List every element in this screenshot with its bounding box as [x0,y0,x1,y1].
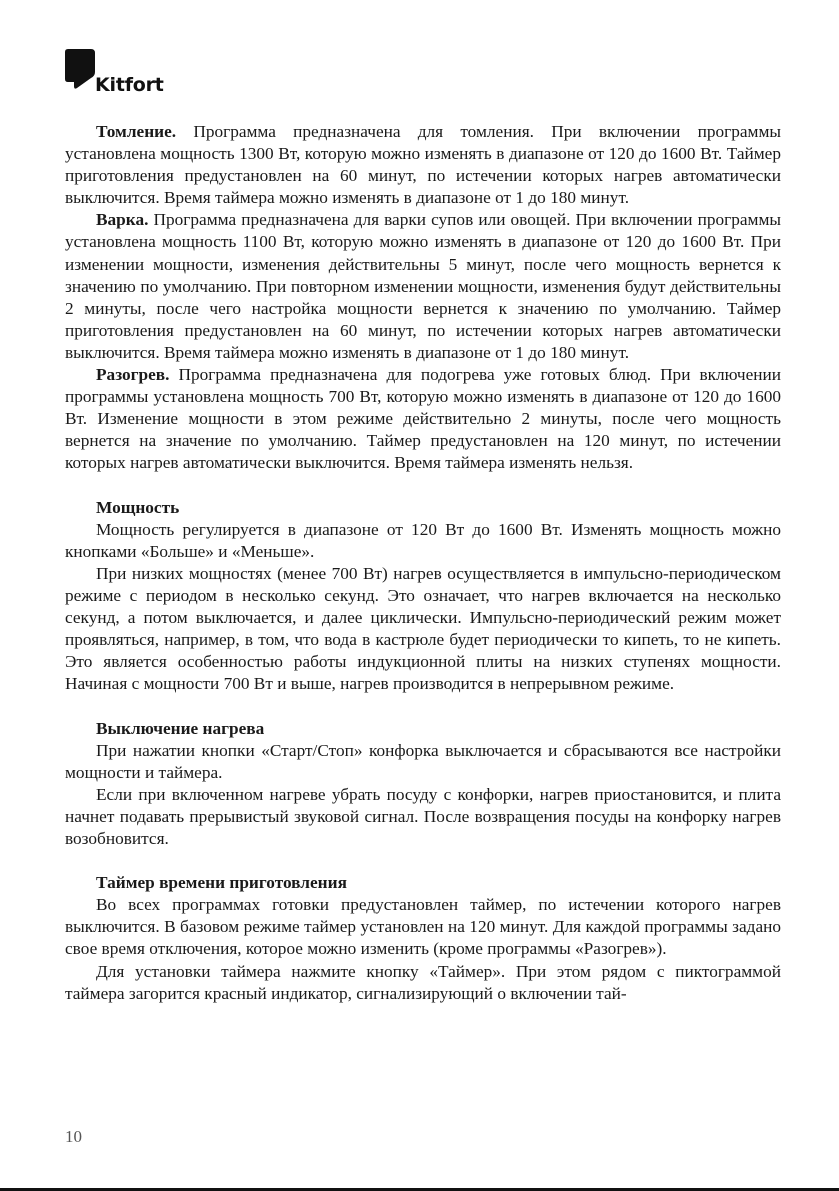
section-heading-heat-off: Выключение нагрева [96,718,265,738]
paragraph: Если при включенном нагреве убрать посуду с конфорки, нагрев приостановится, и плита начнет подавать прерывистый звуковой сигнал. После возвращения посуды на конфорку нагрев возобновится. [65,784,781,848]
section-heading-timer: Таймер времени приготовления [96,873,347,893]
paragraph: При низких мощностях (менее 700 Вт) нагрев осуществляется в импульсно-периодическом режиме с периодом в несколько секунд. Это означает, что нагрев включается на несколько секунд, а потом выключается, и далее циклически. Импульсно-периодический режим может проявляться, например, в том, что вода в кастрюле будет периодически то кипеть, то не кипеть. Это является особенностью работы индукционной плиты на низких ступенях мощности. Начиная с мощности 700 Вт и выше, нагрев производится в непрерывном режиме. [65,563,781,694]
program-paragraph-stewing [65,121,781,209]
program-text: Программа предназначена для томления. При включении программы установлена мощность 1300 Вт, которую можно изменять в диапазоне от 120 до 1600 Вт. Таймер приготовления предустановлен на 60 минут, по истечении которых нагрев автоматически выключится. Время таймера можно изменять в диапазоне от 1 до 180 минут. [65,122,781,208]
page-content [65,121,781,1005]
kitfort-logo-icon [63,48,97,98]
paragraph: Для установки таймера нажмите кнопку «Таймер». При этом рядом с пиктограммой таймера загорится красный индикатор, сигнализирующий о включении тай- [65,961,781,1003]
paragraph: При нажатии кнопки «Старт/Стоп» конфорка выключается и сбрасываются все настройки мощности и таймера. [65,740,781,782]
page-number: 10 [65,1127,82,1146]
program-paragraph-boiling [65,209,781,364]
brand-logo [63,48,183,98]
paragraph: Мощность регулируется в диапазоне от 120 Вт до 1600 Вт. Изменять мощность можно кнопками «Больше» и «Меньше». [65,519,781,561]
program-title: Варка. [96,210,149,230]
paragraph: Во всех программах готовки предустановлен таймер, по истечении которого нагрев выключится. В базовом режиме таймер установлен на 120 минут. Для каждой программы задано свое время отключения, которое можно изменить (кроме программы «Разогрев»). [65,895,781,959]
brand-name: Kitfort [95,74,164,96]
program-title: Томление. [96,122,177,141]
program-text: Программа предназначена для подогрева уже готовых блюд. При включении программы установлена мощность 700 Вт, которую можно изменять в диапазоне от 120 до 1600 Вт. Изменение мощности в этом режиме действительно 2 минуты, после чего мощность вернется на значение по умолчанию. Таймер предустановлен на 120 минут, по истечении которых нагрев автоматически выключится. Время таймера изменять нельзя. [65,365,781,473]
program-text: Программа предназначена для варки супов или овощей. При включении программы установлена мощность 1100 Вт, которую можно изменять в диапазоне от 120 до 1600 Вт. При изменении мощности, изменения действительны 5 минут, после чего мощность вернется к значению по умолчанию. При повторном изменении мощности, изменения будут действительны 2 минуты, после чего настройка мощности вернется к значению по умолчанию. Таймер приготовления предустановлен на 60 минут, по истечении которых нагрев автоматически выключится. Время таймера можно изменять в диапазоне от 1 до 180 минут. [65,210,781,362]
section-heading-power: Мощность [96,497,180,517]
program-paragraph-reheat [65,364,781,474]
program-title: Разогрев. [96,365,170,385]
